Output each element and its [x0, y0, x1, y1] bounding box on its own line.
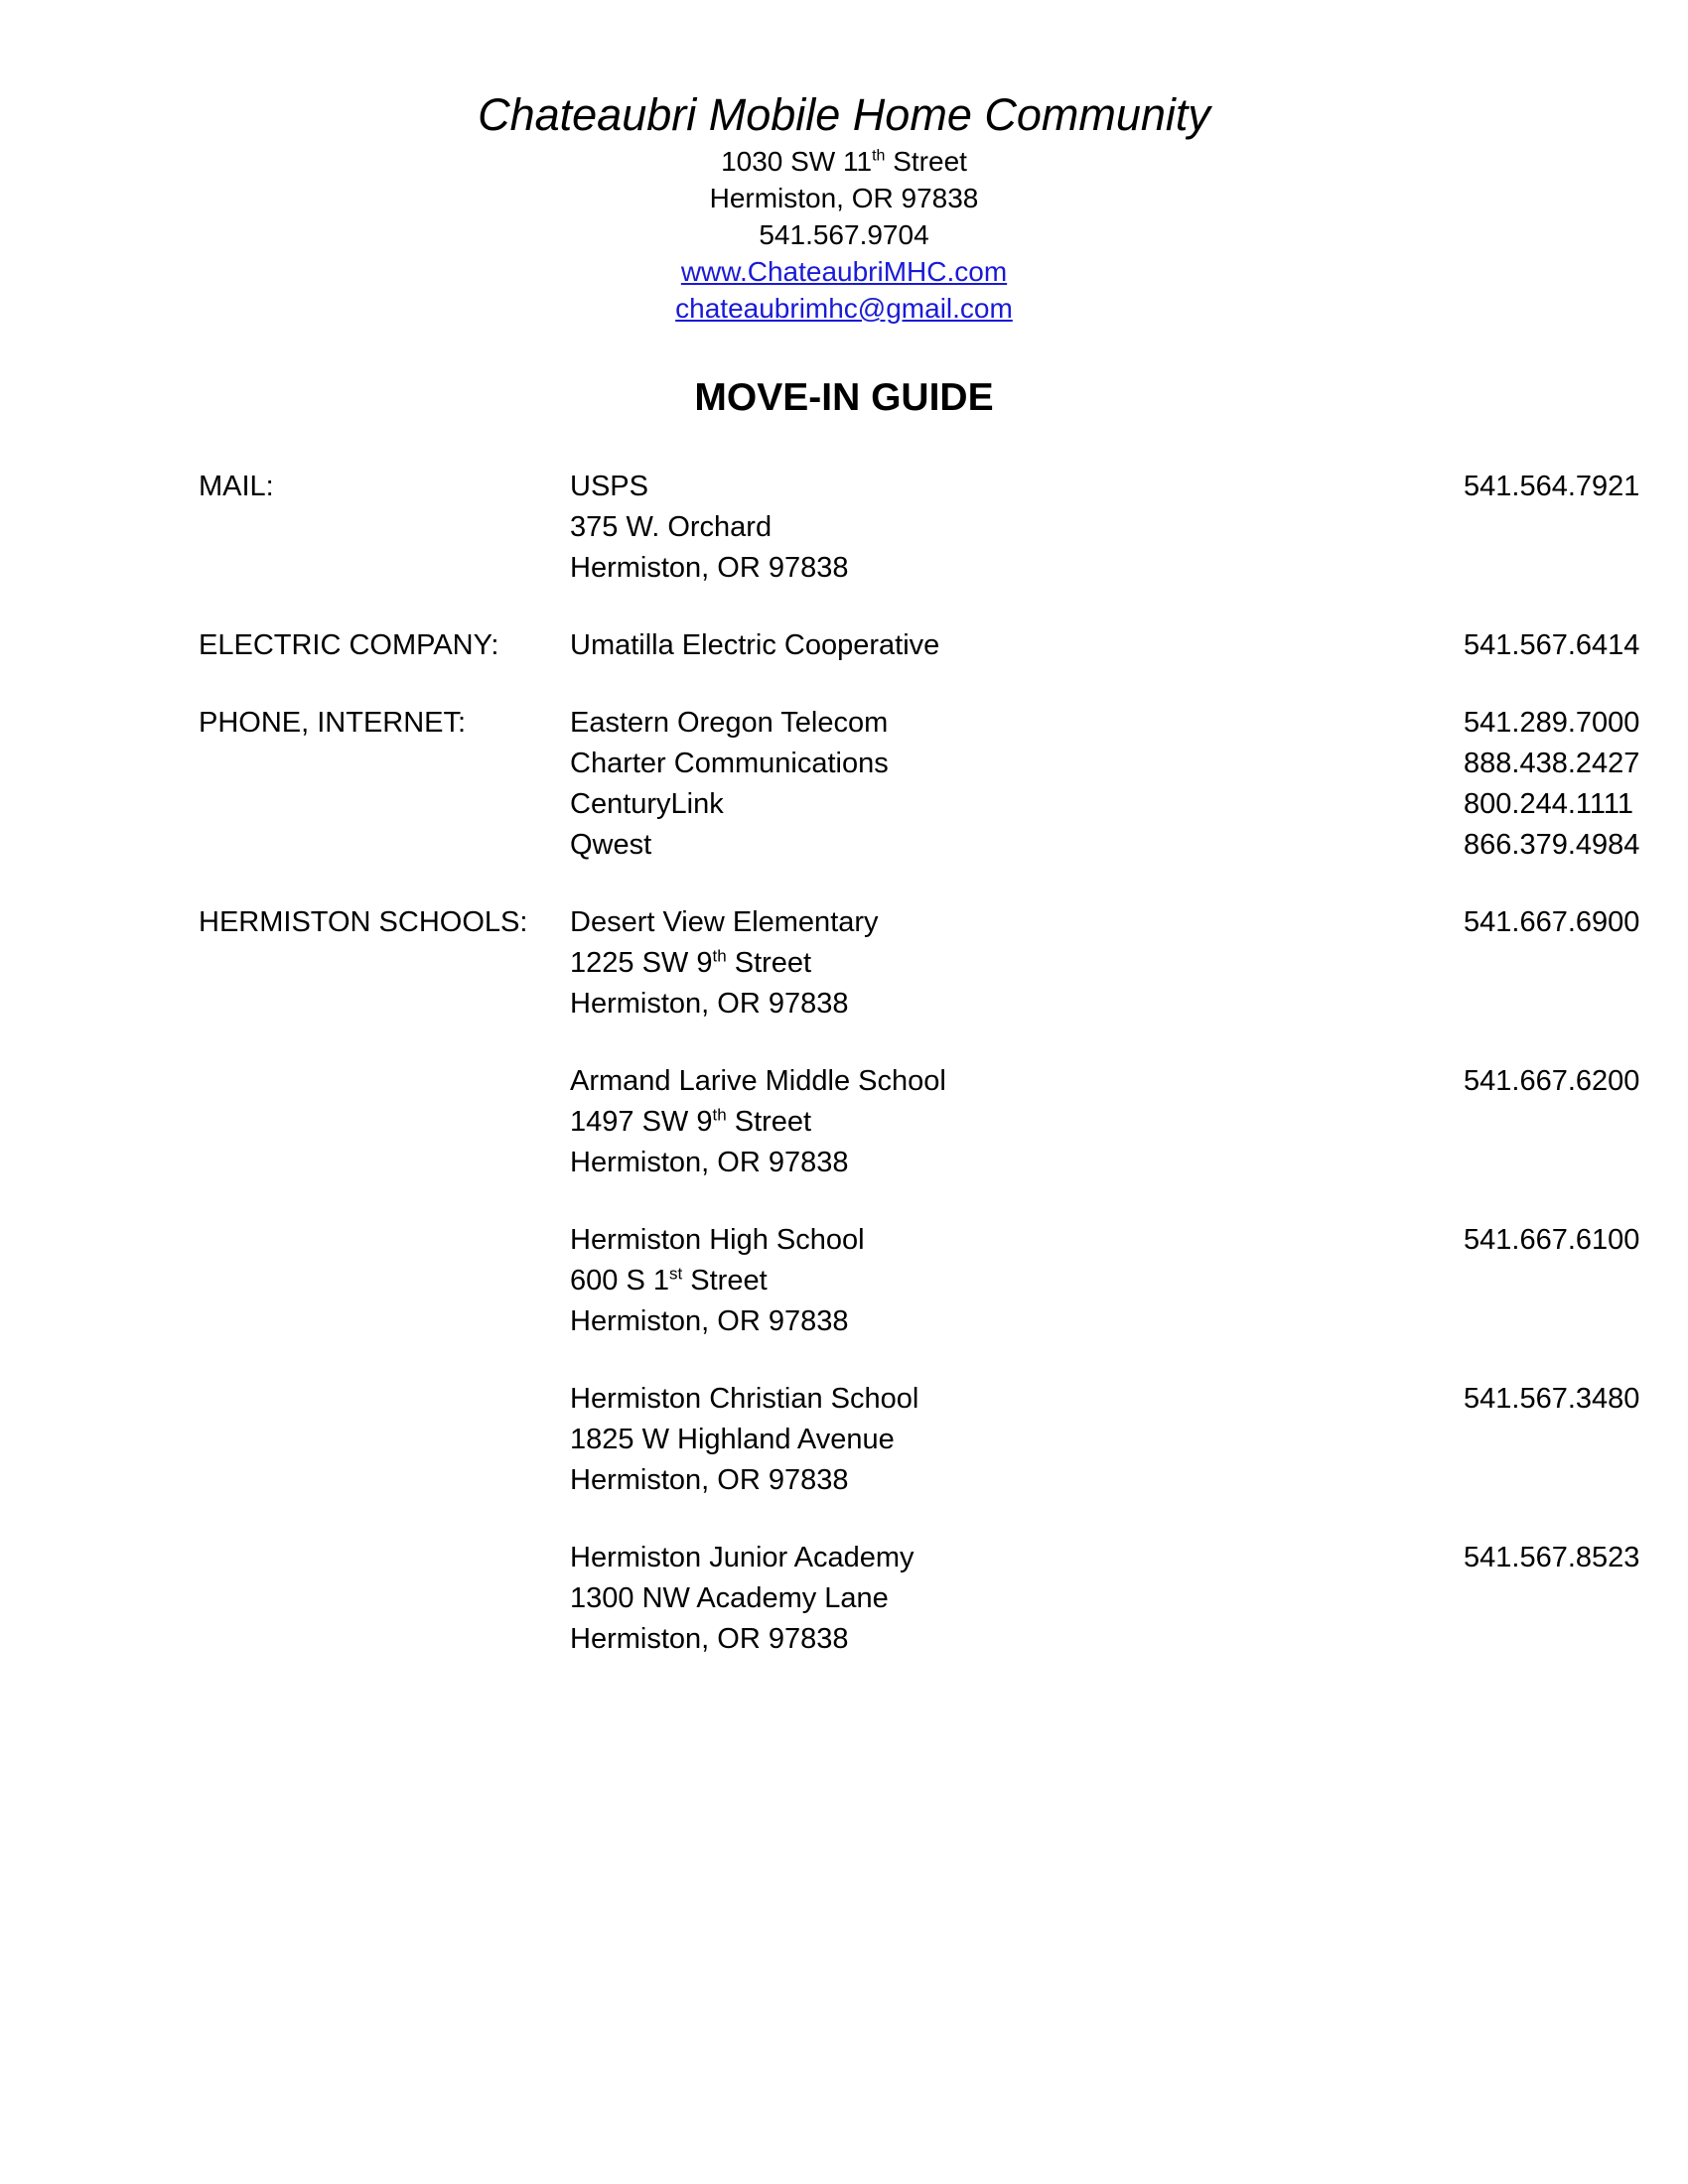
contact-name: USPS [570, 471, 648, 502]
contact-street-address [570, 1102, 1489, 1143]
street-text: 375 W. Orchard [570, 511, 773, 543]
street-suffix: Street [682, 1265, 768, 1297]
contact-phone: 541.567.8523 [1464, 1542, 1640, 1573]
section-entries [570, 902, 1640, 1660]
contact-entry [570, 1061, 1640, 1183]
contact-phone: 541.567.6414 [1464, 629, 1640, 661]
contact-phone: 541.567.3480 [1464, 1383, 1640, 1415]
contact-name: Hermiston Christian School [570, 1383, 919, 1415]
contact-section [199, 902, 1640, 1660]
contact-name: Desert View Elementary [570, 906, 879, 938]
street-ordinal: th [712, 946, 727, 966]
contact-street-address [570, 1578, 1489, 1619]
contact-section [199, 467, 1640, 589]
street-address-ordinal: th [872, 147, 886, 165]
street-text: 1497 SW 9 [570, 1106, 713, 1138]
contact-name: Umatilla Electric Cooperative [570, 629, 940, 661]
contact-entry [570, 784, 1633, 825]
contact-section [199, 703, 1640, 866]
street-text: 1225 SW 9 [570, 947, 713, 979]
street-suffix: Street [726, 947, 812, 979]
contact-phone: 541.667.6900 [1464, 906, 1640, 938]
contact-name: Armand Larive Middle School [570, 1065, 946, 1097]
contact-entry [570, 467, 1640, 589]
contact-entry [570, 744, 1640, 784]
contact-city-address: Hermiston, OR 97838 [570, 1623, 849, 1655]
section-spacer [199, 666, 1489, 703]
contact-name: Hermiston High School [570, 1224, 865, 1256]
contact-name: Qwest [570, 829, 652, 861]
organization-name: Chateaubri Mobile Home Community [478, 89, 1210, 140]
contact-city-address: Hermiston, OR 97838 [570, 552, 849, 584]
city-state-zip: Hermiston, OR 97838 [709, 183, 979, 213]
section-entries [570, 467, 1640, 589]
entry-spacer [570, 1183, 1489, 1220]
office-phone: 541.567.9704 [759, 219, 929, 250]
section-label: PHONE, INTERNET: [199, 707, 467, 739]
section-entries [570, 625, 1640, 666]
contact-name: Eastern Oregon Telecom [570, 707, 889, 739]
contact-phone: 800.244.1111 [1464, 788, 1633, 820]
contact-entry [570, 1379, 1640, 1501]
section-label: MAIL: [199, 471, 274, 502]
contact-phone: 541.564.7921 [1464, 471, 1640, 502]
street-address-suffix: Street [885, 146, 967, 177]
entry-spacer [570, 1342, 1489, 1379]
street-text: 1825 W Highland Avenue [570, 1424, 895, 1455]
entry-spacer [570, 1501, 1489, 1538]
contact-entry [570, 1538, 1640, 1660]
street-address [0, 143, 1688, 180]
email-link[interactable]: chateaubrimhc@gmail.com [675, 293, 1013, 324]
contact-entry [570, 825, 1640, 866]
contact-phone: 866.379.4984 [1464, 829, 1640, 861]
contact-street-address [570, 943, 1489, 984]
contact-phone: 541.289.7000 [1464, 707, 1640, 739]
street-ordinal: th [712, 1105, 727, 1125]
contact-entry [570, 902, 1640, 1024]
section-label: HERMISTON SCHOOLS: [199, 906, 528, 938]
section-label: ELECTRIC COMPANY: [199, 629, 499, 661]
contact-name: CenturyLink [570, 788, 724, 820]
street-suffix: Street [726, 1106, 812, 1138]
contact-section [199, 625, 1640, 666]
contact-name: Hermiston Junior Academy [570, 1542, 914, 1573]
contact-phone: 541.667.6100 [1464, 1224, 1640, 1256]
contact-entry [570, 625, 1640, 666]
contact-city-address: Hermiston, OR 97838 [570, 1464, 849, 1496]
contact-phone: 888.438.2427 [1464, 748, 1640, 779]
contact-street-address [570, 507, 1489, 548]
street-text: 600 S 1 [570, 1265, 669, 1297]
contact-city-address: Hermiston, OR 97838 [570, 1305, 849, 1337]
contact-name: Charter Communications [570, 748, 889, 779]
entry-spacer [570, 1024, 1489, 1061]
letterhead [0, 87, 1688, 327]
section-spacer [199, 866, 1489, 902]
website-link[interactable]: www.ChateaubriMHC.com [680, 256, 1008, 287]
section-entries [570, 703, 1640, 866]
contact-entry [570, 1220, 1640, 1342]
contact-street-address [570, 1261, 1489, 1301]
contact-city-address: Hermiston, OR 97838 [570, 1147, 849, 1178]
street-address-number: 1030 SW 11 [721, 146, 873, 177]
street-ordinal: st [668, 1264, 683, 1284]
street-text: 1300 NW Academy Lane [570, 1582, 889, 1614]
contact-street-address [570, 1420, 1489, 1460]
contact-city-address: Hermiston, OR 97838 [570, 988, 849, 1020]
guide-title: MOVE-IN GUIDE [694, 376, 994, 419]
contact-sections [199, 467, 1640, 1660]
contact-entry [570, 703, 1640, 744]
section-spacer [199, 589, 1489, 625]
contact-phone: 541.667.6200 [1464, 1065, 1640, 1097]
